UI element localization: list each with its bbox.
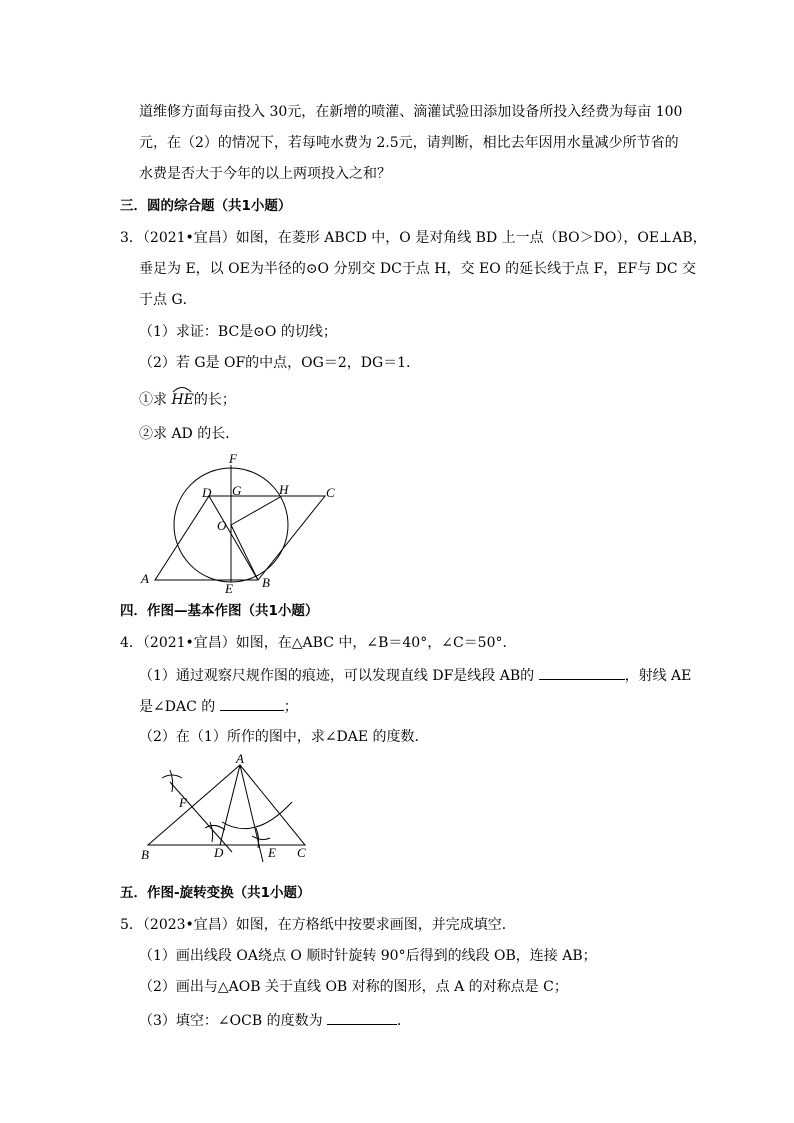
question-5-part-1: （1）画出线段 OA绕点 O 顺时针旋转 90°后得到的线段 OB，连接 AB；	[139, 948, 597, 964]
text-line-1: 道维修方面每亩投入 30元，在新增的喷灌、滴灌试验田添加设备所投入经费为每亩 100	[139, 104, 683, 120]
line-df	[170, 782, 232, 852]
figure1-label-d: D	[202, 485, 212, 500]
section-5-heading: 五．作图-旋转变换（共1小题）	[120, 885, 311, 901]
arc-mark-5	[252, 836, 270, 840]
question-5-part-3	[139, 1010, 411, 1030]
arc-mark-3	[205, 825, 225, 830]
section-4-heading: 四．作图—基本作图（共1小题）	[120, 603, 319, 619]
section-3-heading: 三．圆的综合题（共1小题）	[120, 198, 292, 214]
question-3-line-2: 垂足为 E，以 OE为半径的⊙O 分别交 DC于点 H，交 EO 的延长线于点 F，EF与 DC 交	[139, 261, 697, 277]
question-4-part-1-text-3: 是∠DAC 的	[139, 699, 220, 715]
question-3-line-3: 于点 G．	[139, 292, 197, 308]
question-3-sub-2: ②求 AD 的长．	[139, 426, 240, 442]
figure1-label-g: G	[232, 483, 242, 498]
figure1-label-h: H	[279, 482, 289, 497]
figure2-label-e: E	[268, 845, 276, 860]
question-5-part-3-text: （3）填空：∠OCB 的度数为	[139, 1013, 328, 1029]
question-4-line-1: 4．（2021•宜昌）如图，在△ABC 中，∠B＝40°，∠C＝50°．	[120, 635, 517, 651]
figure1-label-a: A	[141, 571, 149, 586]
figure1-label-f: F	[229, 451, 237, 466]
question-3-sub-1-suffix: 的长；	[193, 392, 236, 408]
question-4-part-2: （2）在（1）所作的图中，求∠DAE 的度数．	[139, 729, 429, 745]
question-4-part-1-text: （1）通过观察尺规作图的痕迹，可以发现直线 DF是线段 AB的	[139, 668, 539, 684]
figure2-label-b: B	[141, 847, 149, 862]
question-5-line-1: 5．（2023•宜昌）如图，在方格纸中按要求画图，并完成填空．	[120, 917, 516, 933]
text-line-2: 元，在（2）的情况下，若每吨水费为 2.5元，请判断，相比去年因用水量减少所节省的	[139, 135, 679, 151]
question-5-part-2: （2）画出与△AOB 关于直线 OB 对称的图形，点 A 的对称点是 C；	[139, 979, 568, 995]
question-3-line-1: 3．（2021•宜昌）如图，在菱形 ABCD 中，O 是对角线 BD 上一点（BO＞DO），OE⊥AB，	[120, 230, 707, 246]
answer-blank-3[interactable]	[327, 1010, 397, 1025]
question-3-sub-1-prefix: ①求	[139, 392, 172, 408]
question-3-part-2: （2）若 G是 OF的中点，OG＝2，DG＝1．	[139, 355, 421, 371]
figure1-label-b: B	[262, 575, 270, 590]
figure1-label-o: O	[217, 518, 227, 533]
figure2-label-a: A	[236, 751, 244, 766]
figure1-label-c: C	[326, 485, 335, 500]
question-4-part-1-text-2: ，射线 AE	[624, 668, 692, 684]
arc-mark-2	[170, 770, 173, 792]
question-4-part-1-text-4: ；	[283, 699, 298, 715]
text-line-3: 水费是否大于今年的以上两项投入之和？	[139, 166, 391, 182]
figure2-label-c: C	[297, 845, 306, 860]
question-5-part-3-end: ．	[397, 1013, 412, 1029]
line-ad	[220, 765, 240, 845]
figure2-label-f: F	[179, 795, 187, 810]
question-3-part-1: （1）求证：BC是⊙O 的切线；	[139, 324, 337, 340]
arc-he-text: HE	[171, 392, 194, 408]
figure1-label-e: E	[225, 581, 233, 596]
figure2-label-d: D	[214, 845, 224, 860]
